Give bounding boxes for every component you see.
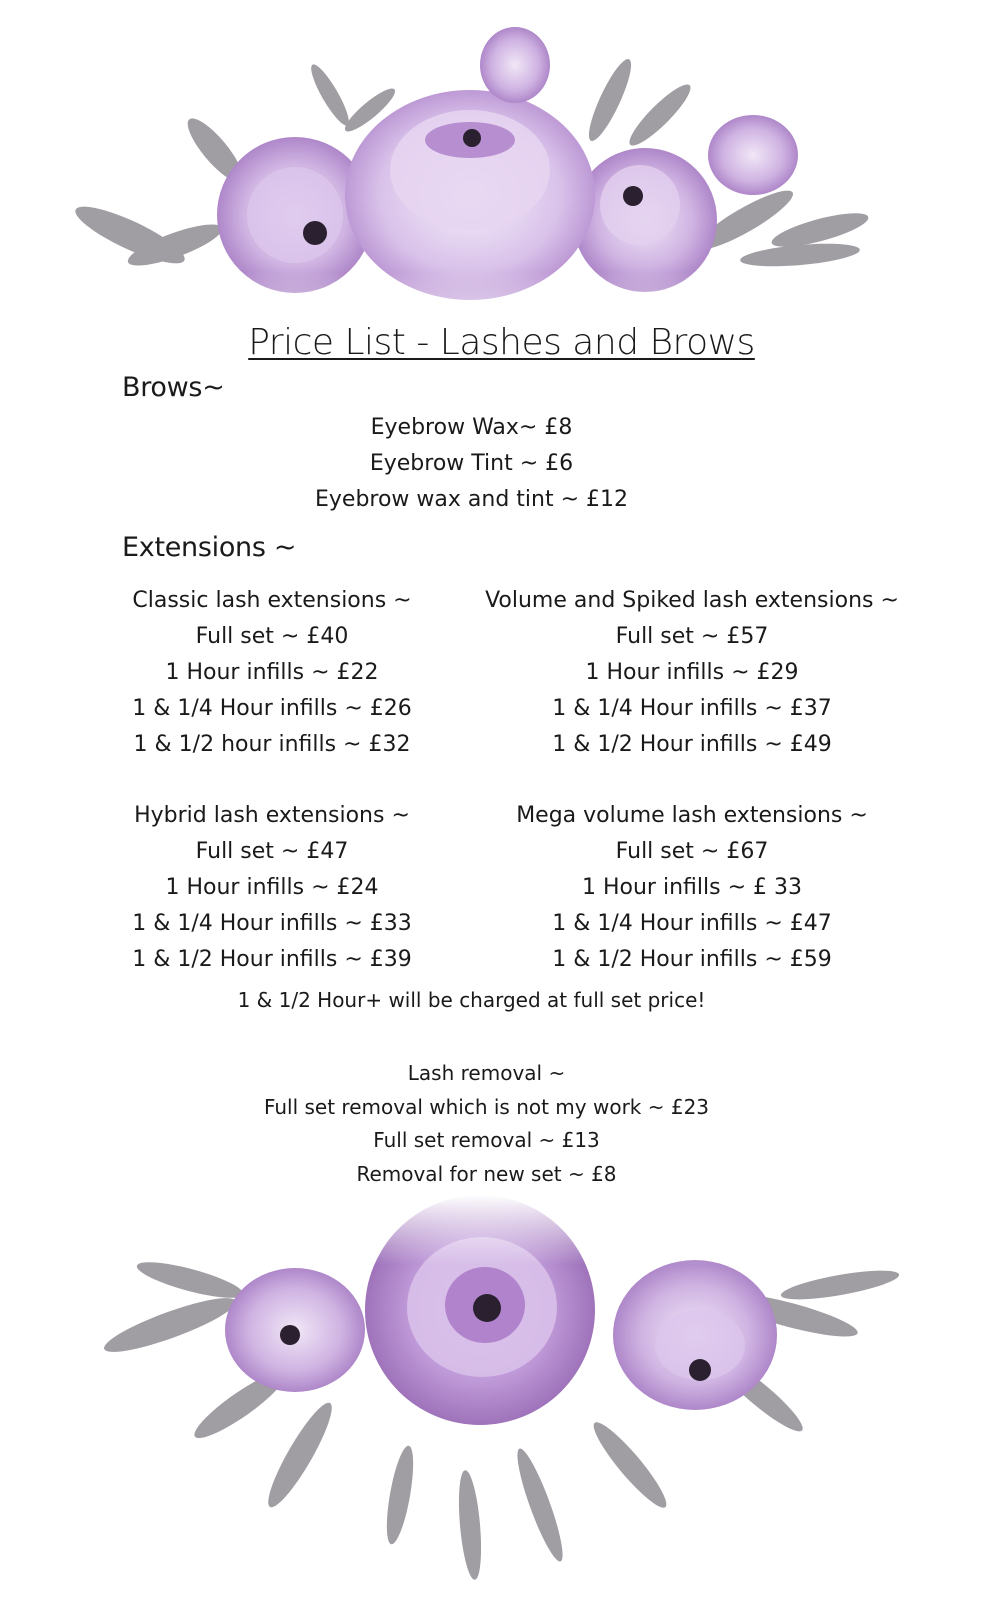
brows-item: Eyebrow Wax~ £8 [370, 415, 573, 440]
mega-item: 1 & 1/2 Hour infills ~ £59 [552, 947, 832, 972]
mega-volume-lash-block [457, 798, 927, 978]
brows-price-list [0, 410, 1003, 518]
volume-item: 1 & 1/4 Hour infills ~ £37 [552, 696, 832, 721]
lash-removal-list [0, 1057, 1003, 1191]
removal-item: Removal for new set ~ £8 [356, 1161, 617, 1186]
floral-footer-illustration [0, 1195, 1003, 1600]
mega-item: 1 Hour infills ~ £ 33 [582, 875, 802, 900]
hybrid-lash-block [37, 798, 507, 978]
hybrid-item: 1 & 1/2 Hour infills ~ £39 [132, 947, 412, 972]
brows-heading: Brows~ [122, 372, 225, 403]
volume-item: 1 & 1/2 Hour infills ~ £49 [552, 732, 832, 757]
classic-lash-block [37, 583, 507, 763]
volume-item: 1 Hour infills ~ £29 [585, 660, 799, 685]
classic-title: Classic lash extensions ~ [132, 588, 412, 613]
removal-item: Full set removal which is not my work ~ £23 [263, 1094, 710, 1119]
volume-item: Full set ~ £57 [615, 624, 769, 649]
volume-lash-block [457, 583, 927, 763]
mega-title: Mega volume lash extensions ~ [516, 803, 868, 828]
classic-item: 1 Hour infills ~ £22 [165, 660, 379, 685]
page-title: Price List - Lashes and Brows [248, 322, 755, 363]
mega-item: Full set ~ £67 [615, 839, 769, 864]
floral-header-illustration [0, 0, 1003, 340]
brows-item: Eyebrow Tint ~ £6 [369, 451, 574, 476]
mega-item: 1 & 1/4 Hour infills ~ £47 [552, 911, 832, 936]
classic-item: 1 & 1/4 Hour infills ~ £26 [132, 696, 412, 721]
extensions-heading: Extensions ~ [122, 532, 297, 563]
volume-title: Volume and Spiked lash extensions ~ [485, 588, 899, 613]
removal-title: Lash removal ~ [407, 1061, 566, 1085]
full-set-price-note: 1 & 1/2 Hour+ will be charged at full set price! [237, 988, 706, 1012]
brows-item: Eyebrow wax and tint ~ £12 [314, 487, 629, 512]
hybrid-item: 1 & 1/4 Hour infills ~ £33 [132, 911, 412, 936]
hybrid-item: Full set ~ £47 [195, 839, 349, 864]
removal-item: Full set removal ~ £13 [373, 1128, 600, 1152]
classic-item: Full set ~ £40 [195, 624, 349, 649]
classic-item: 1 & 1/2 hour infills ~ £32 [133, 732, 411, 757]
hybrid-item: 1 Hour infills ~ £24 [165, 875, 379, 900]
hybrid-title: Hybrid lash extensions ~ [134, 803, 410, 828]
